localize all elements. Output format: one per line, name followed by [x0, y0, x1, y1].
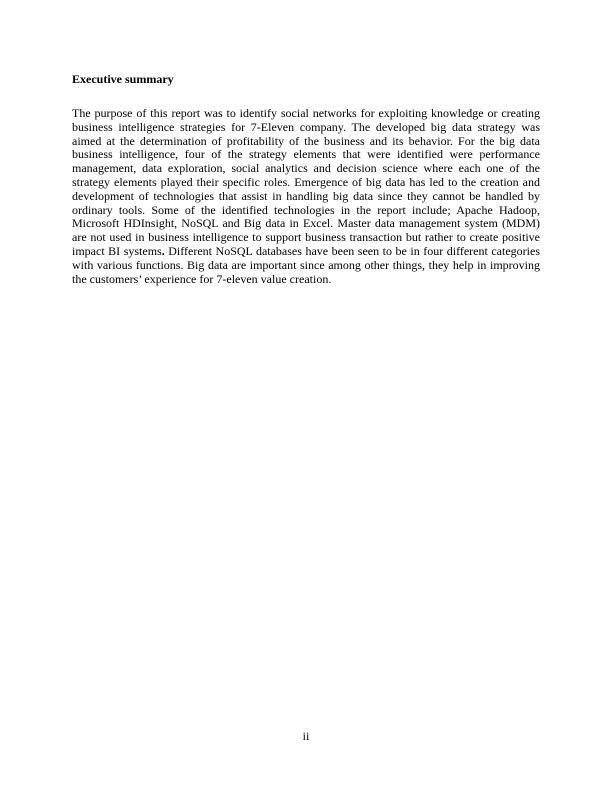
section-heading: Executive summary — [72, 72, 174, 86]
summary-text-part-2: Different NoSQL databases have been seen to be in four different categories with various functions. Big data are important since among other things, they help in improving the customers’ experience for 7-eleven value creation. — [72, 243, 540, 286]
summary-text-part-1: The purpose of this report was to identify social networks for exploiting knowledge or creating business intelligence strategies for 7-Eleven company. The developed big data strategy was aimed at the determination of profitability of the business and its behavior. For the big data business intelligence, four of the strategy elements that were identified were performance management, data exploration, social analytics and decision science where each one of the strategy elements played their specific roles. Emergence of big data has led to the creation and development of technologies that assist in handling big data since they cannot be handled by ordinary tools. Some of the identified technologies in the report include; Apache Hadoop, Microsoft HDInsight, NoSQL and Big data in Excel. Master data management system (MDM) are not used in business intelligence to support business transaction but rather to create positive impact BI systems — [72, 106, 540, 258]
summary-paragraph — [72, 107, 540, 286]
summary-bold-period: . — [161, 243, 165, 258]
page-number: ii — [302, 729, 310, 743]
